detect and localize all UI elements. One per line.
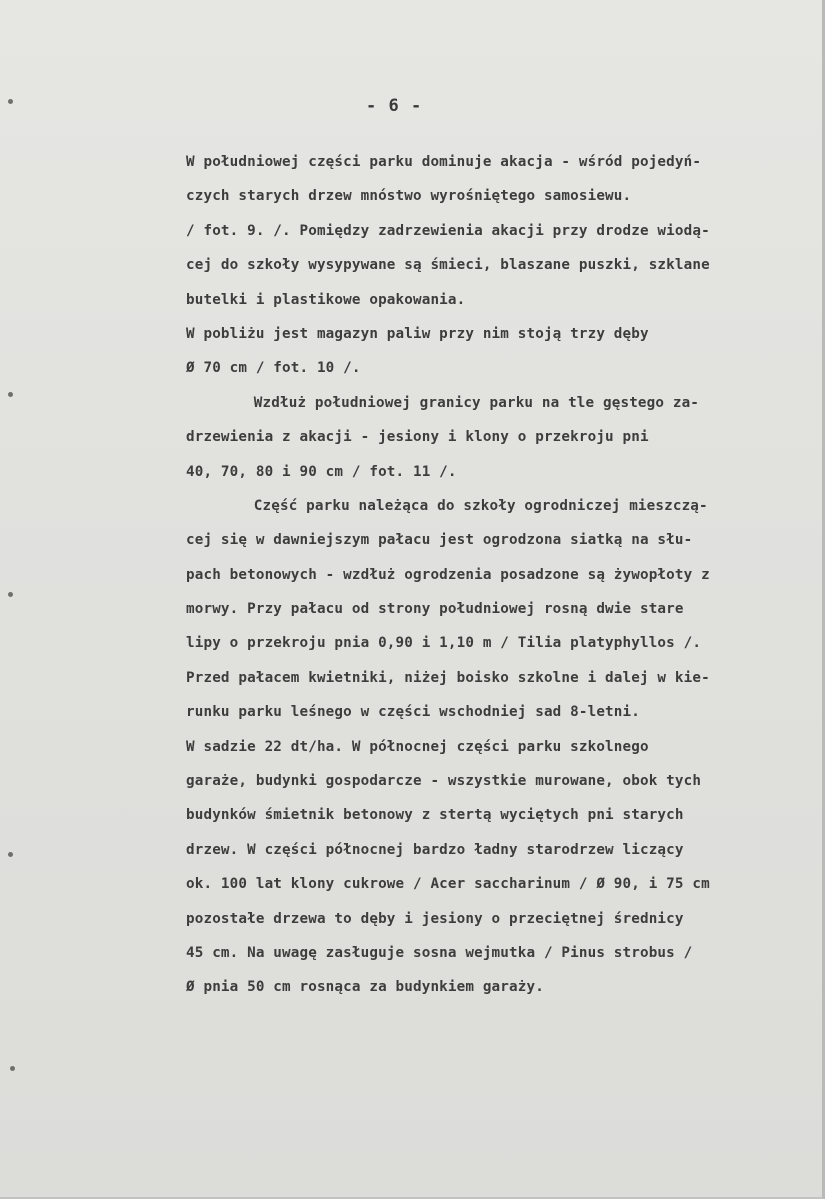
text-line: ok. 100 lat klony cukrowe / Acer saccharinum / Ø 90, i 75 cm: [186, 876, 710, 893]
punch-hole-mark: [8, 99, 13, 104]
punch-hole-mark: [8, 392, 13, 397]
text-line: morwy. Przy pałacu od strony południowej rosną dwie stare: [186, 601, 684, 618]
text-line: drzew. W części północnej bardzo ładny starodrzew liczący: [186, 841, 684, 858]
text-line: 40, 70, 80 i 90 cm / fot. 11 /.: [186, 463, 457, 480]
text-line: cej do szkoły wysypywane są śmieci, blaszane puszki, szklane: [186, 257, 710, 274]
punch-hole-mark: [10, 1066, 15, 1071]
text-line: W sadzie 22 dt/ha. W północnej części parku szkolnego: [186, 738, 649, 755]
punch-hole-mark: [8, 592, 13, 597]
text-line: cej się w dawniejszym pałacu jest ogrodzona siatką na słu-: [186, 532, 693, 549]
text-line: Wzdłuż południowej granicy parku na tle gęstego za-: [253, 394, 700, 411]
text-line: Ø pnia 50 cm rosnąca za budynkiem garaży.: [186, 979, 544, 996]
typed-text-block: [186, 145, 822, 1005]
text-line: / fot. 9. /. Pomiędzy zadrzewienia akacji przy drodze wiodą-: [186, 222, 710, 239]
text-line: lipy o przekroju pnia 0,90 i 1,10 m / Tilia platyphyllos /.: [186, 635, 702, 652]
text-line: czych starych drzew mnóstwo wyrośniętego samosiewu.: [186, 188, 632, 205]
text-line: runku parku leśnego w części wschodniej sad 8-letni.: [186, 704, 640, 721]
text-line: budynków śmietnik betonowy z stertą wyciętych pni starych: [186, 807, 684, 824]
page-number: - 6 -: [366, 96, 423, 116]
text-line: pach betonowych - wzdłuż ogrodzenia posadzone są żywopłoty z: [186, 566, 710, 583]
text-line: Przed pałacem kwietniki, niżej boisko szkolne i dalej w kie-: [186, 669, 710, 686]
text-line: drzewienia z akacji - jesiony i klony o przekroju pni: [186, 429, 649, 446]
text-line: butelki i plastikowe opakowania.: [186, 291, 466, 308]
text-line: Ø 70 cm / fot. 10 /.: [186, 360, 361, 377]
punch-hole-mark: [8, 852, 13, 857]
text-line: garaże, budynki gospodarcze - wszystkie murowane, obok tych: [186, 773, 702, 790]
text-line: W pobliżu jest magazyn paliw przy nim stoją trzy dęby: [186, 325, 649, 342]
text-line: Część parku należąca do szkoły ogrodniczej mieszczą-: [253, 497, 708, 514]
text-line: pozostałe drzewa to dęby i jesiony o przeciętnej średnicy: [186, 910, 684, 927]
text-line: 45 cm. Na uwagę zasługuje sosna wejmutka / Pinus strobus /: [186, 944, 693, 961]
text-line: W południowej części parku dominuje akacja - wśród pojedyń-: [186, 154, 702, 170]
